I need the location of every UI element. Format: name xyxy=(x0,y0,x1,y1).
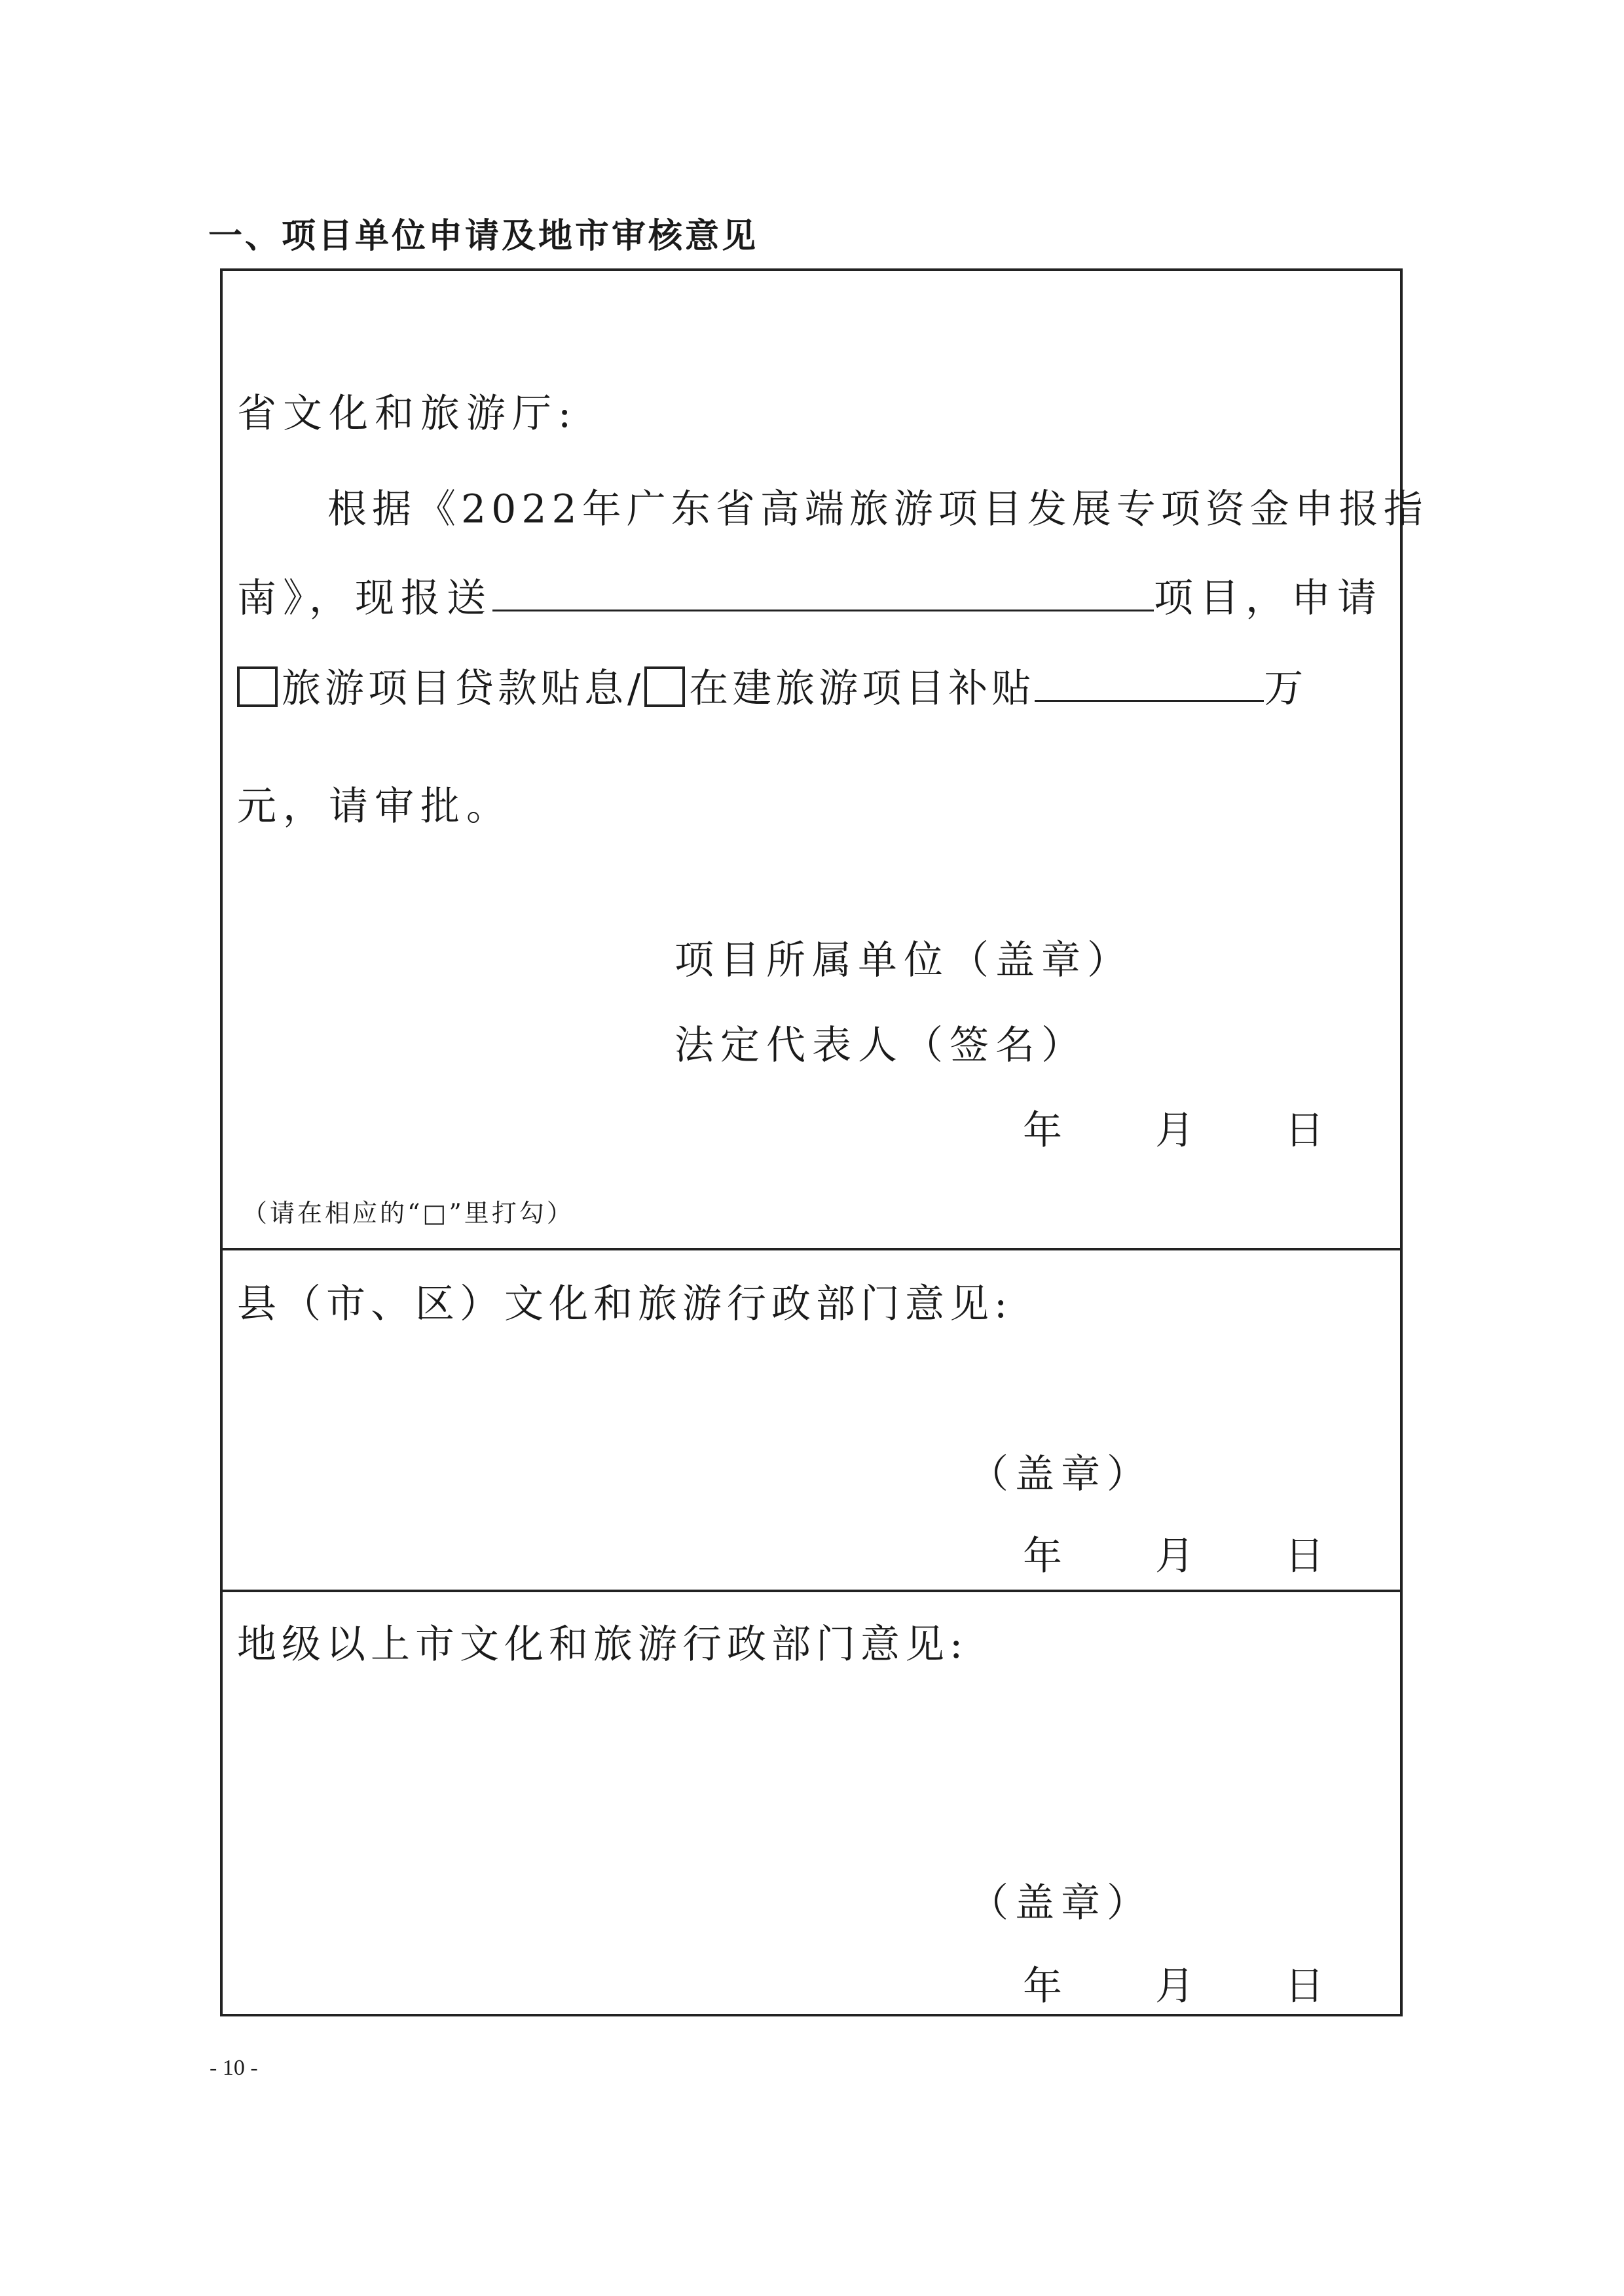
section1-date-month: 月 xyxy=(1155,1108,1201,1154)
salutation: 省文化和旅游厅: xyxy=(237,391,578,437)
section3-date-month: 月 xyxy=(1155,1963,1201,2009)
section2-date-year: 年 xyxy=(1023,1533,1069,1579)
project-name-field[interactable] xyxy=(492,573,1154,611)
application-paragraph-line1: 根据《2022年广东省高端旅游项目发展专项资金申报指 xyxy=(327,486,1428,532)
city-review-title: 地级以上市文化和旅游行政部门意见: xyxy=(237,1622,969,1667)
application-paragraph-line3 xyxy=(237,657,1307,714)
signer-unit-seal: 项目所属单位（盖章） xyxy=(674,938,1133,983)
section3-date-day: 日 xyxy=(1285,1963,1331,2009)
section-divider-1 xyxy=(223,1248,1400,1250)
application-paragraph-line4: 元，请审批。 xyxy=(237,784,512,829)
paragraph-line2-suffix: 项目，申请 xyxy=(1154,575,1383,621)
paragraph-line2-prefix: 南》，现报送 xyxy=(237,575,492,621)
section-heading: 一、项目单位申请及地市审核意见 xyxy=(208,217,759,256)
signer-legal-rep: 法定代表人（签名） xyxy=(674,1023,1087,1068)
amount-unit: 万 xyxy=(1264,666,1308,712)
construction-subsidy-checkbox[interactable] xyxy=(644,666,685,707)
approval-form-table xyxy=(220,268,1428,2016)
county-seal: （盖章） xyxy=(969,1451,1153,1497)
city-seal: （盖章） xyxy=(969,1880,1153,1926)
section1-date-year: 年 xyxy=(1023,1108,1069,1154)
section3-date-year: 年 xyxy=(1023,1963,1069,2009)
loan-interest-subsidy-label: 旅游项目贷款贴息/ xyxy=(282,666,645,712)
section2-date-month: 月 xyxy=(1155,1533,1201,1579)
section1-date-day: 日 xyxy=(1285,1108,1331,1154)
section2-date-day: 日 xyxy=(1285,1533,1331,1579)
application-paragraph-line2 xyxy=(237,567,1383,623)
page-number: - 10 - xyxy=(210,2056,258,2080)
amount-field[interactable] xyxy=(1035,663,1264,702)
loan-interest-subsidy-checkbox[interactable] xyxy=(237,666,278,707)
checkbox-instruction-note: （请在相应的“□”里打勾） xyxy=(242,1199,574,1228)
county-review-title: 县（市、区）文化和旅游行政部门意见: xyxy=(237,1281,1013,1327)
section-divider-2 xyxy=(223,1590,1400,1592)
construction-subsidy-label: 在建旅游项目补贴 xyxy=(689,666,1035,712)
